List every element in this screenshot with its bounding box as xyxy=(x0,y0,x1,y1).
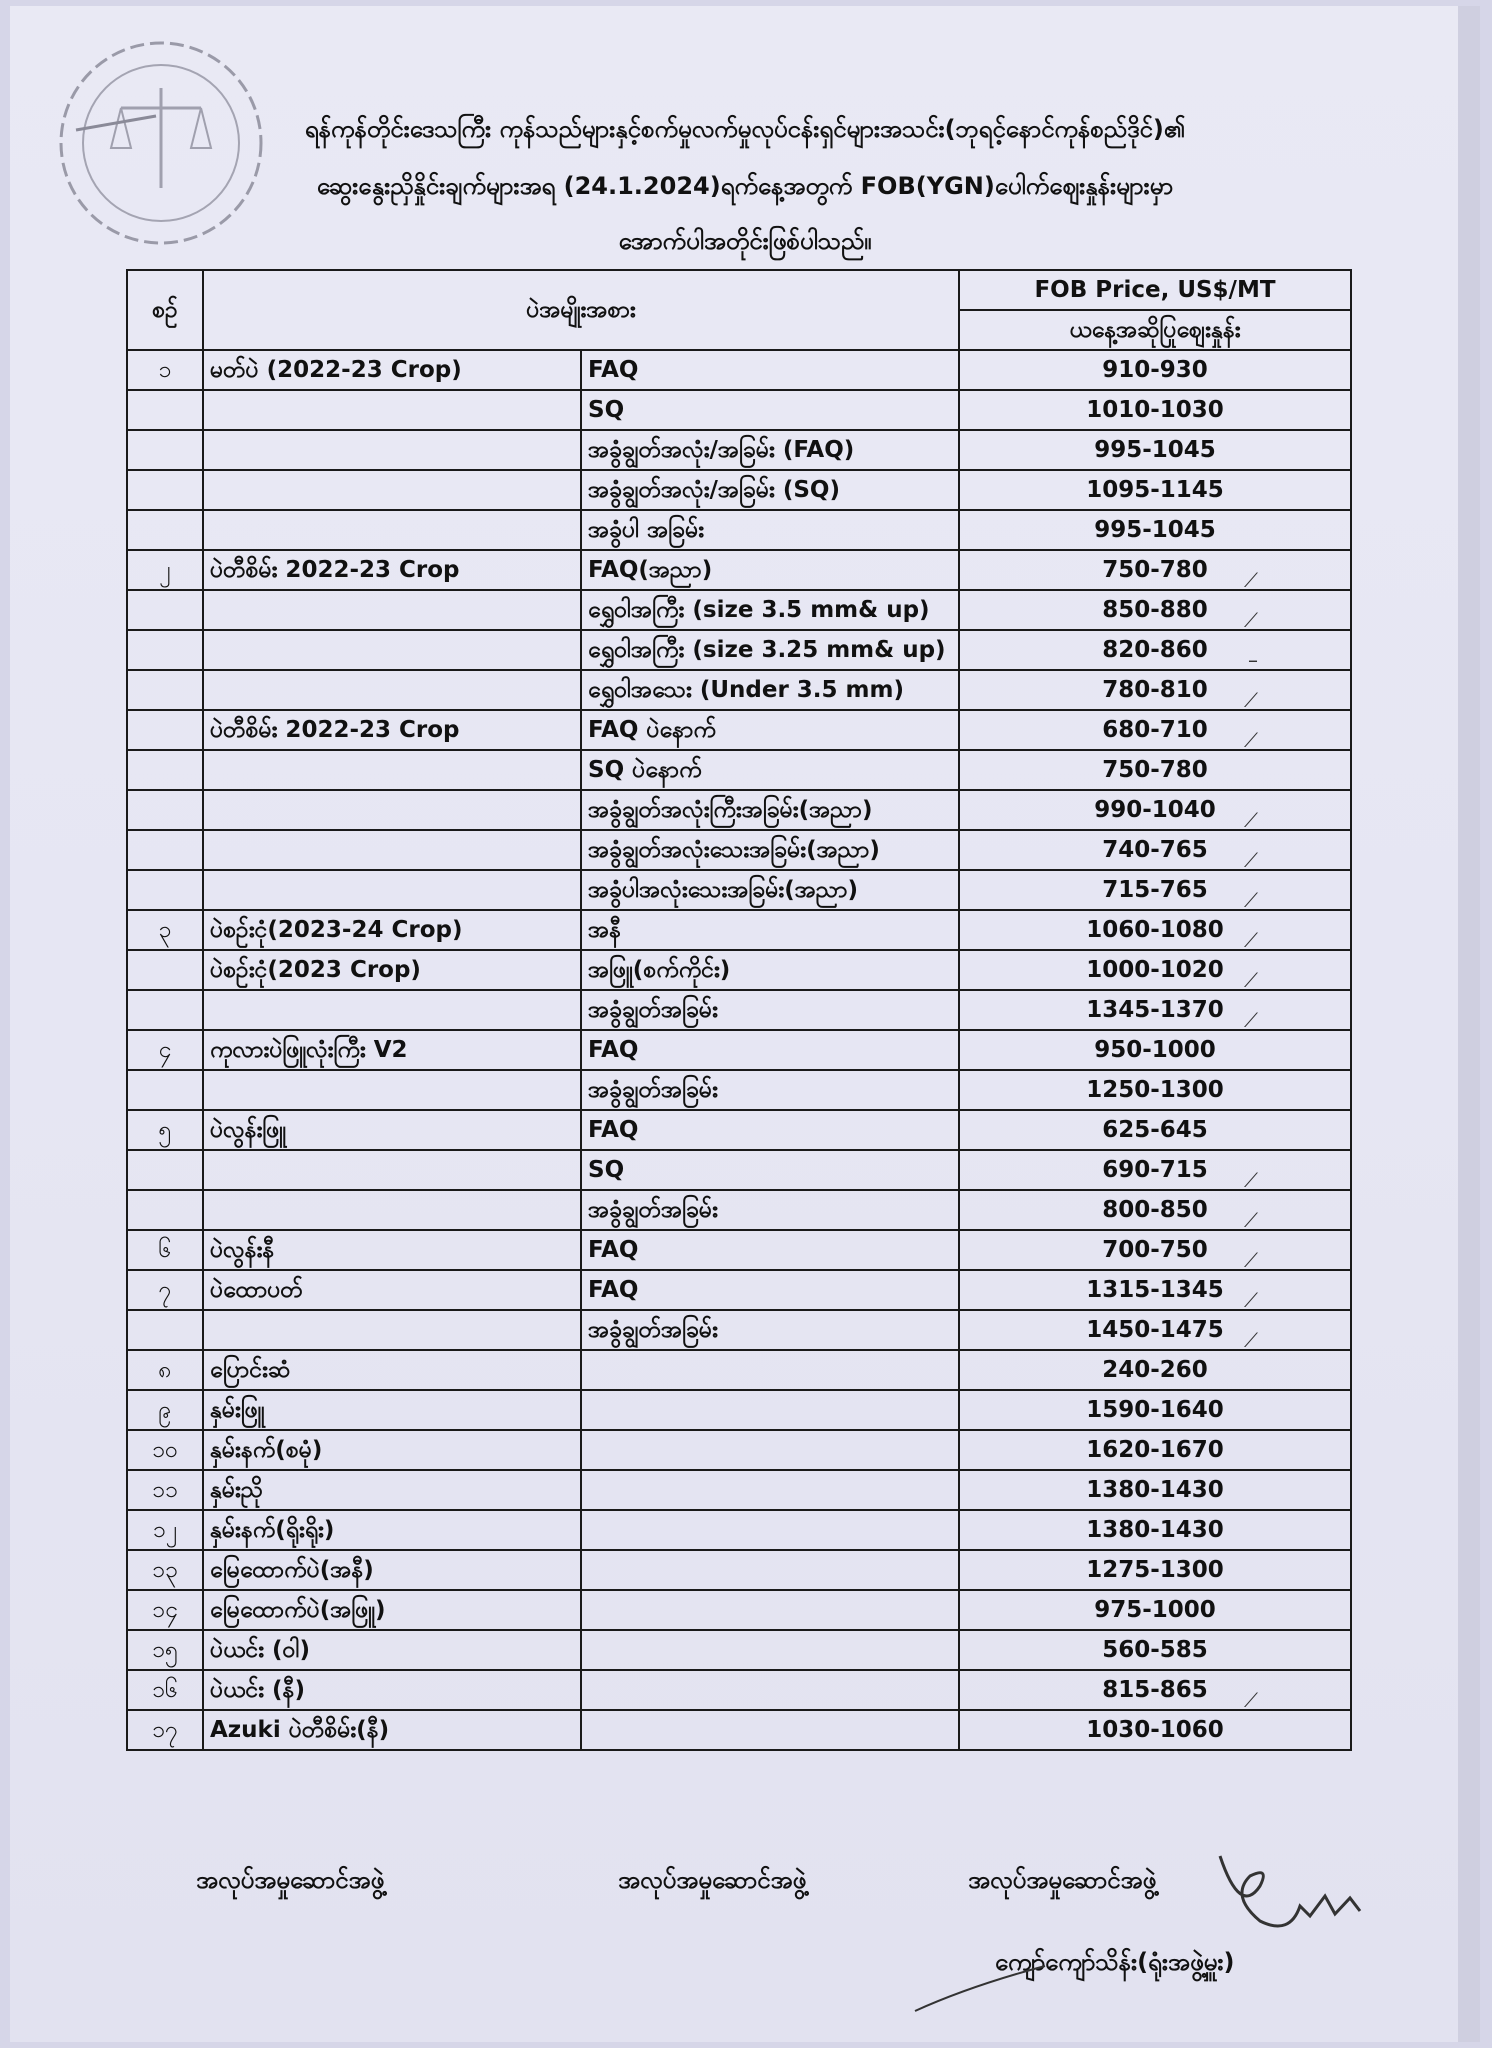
row-number: ၇ xyxy=(127,1270,203,1310)
row-item xyxy=(203,470,581,510)
check-tick-icon: ⟋ xyxy=(1244,1168,1258,1190)
row-price: 1590-1640 xyxy=(959,1390,1351,1430)
row-grade: အဖြူ(စက်ကိုင်း) xyxy=(581,950,959,990)
row-grade: အခွံချွတ်အခြမ်း xyxy=(581,1070,959,1110)
row-price: 1315-1345 ⟋ xyxy=(959,1270,1351,1310)
row-grade: အခွံချွတ်အလုံး/အခြမ်း (SQ) xyxy=(581,470,959,510)
table-row xyxy=(127,1590,1351,1630)
row-grade: အခွံချွတ်အလုံး/အခြမ်း (FAQ) xyxy=(581,430,959,470)
table-row xyxy=(127,470,1351,510)
table-row xyxy=(127,590,1351,630)
row-price: 800-850 ⟋ xyxy=(959,1190,1351,1230)
row-price: 1030-1060 xyxy=(959,1710,1351,1750)
row-item: ပဲတီစိမ်း 2022-23 Crop xyxy=(203,710,581,750)
check-tick-icon: ⟋ xyxy=(1244,888,1258,910)
row-grade xyxy=(581,1590,959,1630)
row-number xyxy=(127,590,203,630)
signature-label-3: အလုပ်အမှုဆောင်အဖွဲ့ xyxy=(968,1866,1157,1894)
row-number: ၆ xyxy=(127,1230,203,1270)
row-price: 690-715 ⟋ xyxy=(959,1150,1351,1190)
signer-name: ကျော်ကျော်သိန်း(ရုံးအဖွဲ့မှူး) xyxy=(995,1948,1235,1976)
row-price: 1380-1430 xyxy=(959,1470,1351,1510)
row-price: 700-750 ⟋ xyxy=(959,1230,1351,1270)
table-row xyxy=(127,990,1351,1030)
row-number xyxy=(127,1310,203,1350)
row-item: Azuki ပဲတီစိမ်း(နီ) xyxy=(203,1710,581,1750)
table-row xyxy=(127,1030,1351,1070)
row-item xyxy=(203,1190,581,1230)
row-number: ၁၆ xyxy=(127,1670,203,1710)
row-price: 680-710 ⟋ xyxy=(959,710,1351,750)
table-row xyxy=(127,1270,1351,1310)
check-tick-icon: ⟋ xyxy=(1244,1248,1258,1270)
row-number: ၁၁ xyxy=(127,1470,203,1510)
row-price: 1095-1145 xyxy=(959,470,1351,510)
row-number: ၁၃ xyxy=(127,1550,203,1590)
row-item: ပဲစဉ်းငုံ(2023-24 Crop) xyxy=(203,910,581,950)
row-price: 1380-1430 xyxy=(959,1510,1351,1550)
row-grade xyxy=(581,1630,959,1670)
row-number: ၄ xyxy=(127,1030,203,1070)
col-price-subheader: ယနေ့အဆိုပြုဈေးနှုန်း xyxy=(959,310,1351,350)
row-grade xyxy=(581,1390,959,1430)
table-row xyxy=(127,670,1351,710)
check-tick-icon: ⟋ xyxy=(1244,848,1258,870)
check-tick-icon: ⟋ xyxy=(1244,1008,1258,1030)
row-grade: အခွံချွတ်အခြမ်း xyxy=(581,990,959,1030)
row-grade: အခွံပါ အခြမ်း xyxy=(581,510,959,550)
row-number: ၂ xyxy=(127,550,203,590)
check-tick-icon: ⟋ xyxy=(1244,1328,1258,1350)
row-price: 750-780 xyxy=(959,750,1351,790)
row-item: နှမ်းဖြူ xyxy=(203,1390,581,1430)
row-number xyxy=(127,710,203,750)
row-price: 990-1040 ⟋ xyxy=(959,790,1351,830)
row-grade: FAQ xyxy=(581,1110,959,1150)
row-price: 975-1000 xyxy=(959,1590,1351,1630)
row-number xyxy=(127,1150,203,1190)
row-item xyxy=(203,390,581,430)
row-number xyxy=(127,470,203,510)
row-item: ပဲလွန်းနီ xyxy=(203,1230,581,1270)
table-row xyxy=(127,430,1351,470)
table-row xyxy=(127,630,1351,670)
row-item xyxy=(203,1310,581,1350)
row-price: 1275-1300 xyxy=(959,1550,1351,1590)
row-price: 1450-1475 ⟋ xyxy=(959,1310,1351,1350)
row-item xyxy=(203,590,581,630)
row-price: 995-1045 xyxy=(959,430,1351,470)
row-grade: SQ xyxy=(581,390,959,430)
table-row xyxy=(127,350,1351,390)
table-row xyxy=(127,1430,1351,1470)
table-row xyxy=(127,1550,1351,1590)
row-item xyxy=(203,790,581,830)
row-number: ၅ xyxy=(127,1110,203,1150)
row-item: ပဲစဉ်းငုံ(2023 Crop) xyxy=(203,950,581,990)
table-row xyxy=(127,510,1351,550)
row-number xyxy=(127,950,203,990)
row-number xyxy=(127,510,203,550)
row-number xyxy=(127,990,203,1030)
row-number: ၁၂ xyxy=(127,1510,203,1550)
table-row xyxy=(127,1510,1351,1550)
row-item xyxy=(203,1150,581,1190)
row-item: မတ်ပဲ (2022-23 Crop) xyxy=(203,350,581,390)
row-grade: FAQ xyxy=(581,1030,959,1070)
row-price: 820-860 – xyxy=(959,630,1351,670)
row-item: ပဲတီစိမ်း 2022-23 Crop xyxy=(203,550,581,590)
row-grade: FAQ(အညာ) xyxy=(581,550,959,590)
row-item xyxy=(203,670,581,710)
table-row xyxy=(127,1310,1351,1350)
check-tick-icon: ⟋ xyxy=(1244,968,1258,990)
table-row xyxy=(127,790,1351,830)
row-number xyxy=(127,830,203,870)
table-row xyxy=(127,1070,1351,1110)
table-row xyxy=(127,390,1351,430)
row-grade: အခွံချွတ်အခြမ်း xyxy=(581,1310,959,1350)
row-number: ၃ xyxy=(127,910,203,950)
table-row xyxy=(127,710,1351,750)
row-grade: ရွှေဝါအကြီး (size 3.5 mm& up) xyxy=(581,590,959,630)
row-item xyxy=(203,830,581,870)
table-row xyxy=(127,1150,1351,1190)
check-tick-icon: ⟋ xyxy=(1244,1688,1258,1710)
row-grade: အခွံပါအလုံးသေးအခြမ်း(အညာ) xyxy=(581,870,959,910)
row-number: ၁၅ xyxy=(127,1630,203,1670)
row-price: 815-865 ⟋ xyxy=(959,1670,1351,1710)
row-number: ၉ xyxy=(127,1390,203,1430)
binder-holes-icon xyxy=(1458,6,1480,2042)
row-number: ၁၄ xyxy=(127,1590,203,1630)
row-number xyxy=(127,790,203,830)
table-row xyxy=(127,750,1351,790)
row-number xyxy=(127,870,203,910)
handwritten-signature-icon xyxy=(1200,1826,1370,1946)
row-grade xyxy=(581,1710,959,1750)
row-price: 850-880 ⟋ xyxy=(959,590,1351,630)
row-grade: အခွံချွတ်အလုံးကြီးအခြမ်း(အညာ) xyxy=(581,790,959,830)
row-price: 950-1000 xyxy=(959,1030,1351,1070)
row-item xyxy=(203,430,581,470)
row-price: 715-765 ⟋ xyxy=(959,870,1351,910)
signature-label-1: အလုပ်အမှုဆောင်အဖွဲ့ xyxy=(196,1866,385,1894)
row-grade: SQ ပဲနောက် xyxy=(581,750,959,790)
row-item: နှမ်းနက်(စမုံ) xyxy=(203,1430,581,1470)
price-table xyxy=(126,269,1352,1751)
row-price: 1250-1300 xyxy=(959,1070,1351,1110)
row-item: ပဲယင်း (နီ) xyxy=(203,1670,581,1710)
row-grade: အနီ xyxy=(581,910,959,950)
row-price: 625-645 xyxy=(959,1110,1351,1150)
row-number: ၈ xyxy=(127,1350,203,1390)
row-number xyxy=(127,1190,203,1230)
pen-stroke-icon xyxy=(910,1956,1050,2016)
table-row xyxy=(127,550,1351,590)
row-price: 780-810 ⟋ xyxy=(959,670,1351,710)
row-number: ၁ xyxy=(127,350,203,390)
row-grade: FAQ ပဲနောက် xyxy=(581,710,959,750)
row-number xyxy=(127,1070,203,1110)
row-number xyxy=(127,430,203,470)
row-item xyxy=(203,510,581,550)
row-item xyxy=(203,630,581,670)
row-grade xyxy=(581,1350,959,1390)
row-grade: FAQ xyxy=(581,1230,959,1270)
row-grade xyxy=(581,1470,959,1510)
table-row xyxy=(127,1470,1351,1510)
col-item-header: ပဲအမျိုးအစား xyxy=(203,270,959,350)
row-grade xyxy=(581,1430,959,1470)
table-row xyxy=(127,1230,1351,1270)
row-item xyxy=(203,990,581,1030)
signature-label-2: အလုပ်အမှုဆောင်အဖွဲ့ xyxy=(618,1866,807,1894)
row-grade xyxy=(581,1670,959,1710)
row-price: 1345-1370 ⟋ xyxy=(959,990,1351,1030)
row-price: 740-765 ⟋ xyxy=(959,830,1351,870)
row-item: ကုလားပဲဖြူလုံးကြီး V2 xyxy=(203,1030,581,1070)
check-tick-icon: ⟋ xyxy=(1244,608,1258,630)
row-grade: အခွံချွတ်အခြမ်း xyxy=(581,1190,959,1230)
row-number xyxy=(127,390,203,430)
row-item: နှမ်းညို xyxy=(203,1470,581,1510)
row-item: ပဲယင်း (ဝါ) xyxy=(203,1630,581,1670)
row-grade: ရွှေဝါအကြီး (size 3.25 mm& up) xyxy=(581,630,959,670)
row-price: 1620-1670 xyxy=(959,1430,1351,1470)
table-row xyxy=(127,830,1351,870)
row-item xyxy=(203,750,581,790)
row-item: မြေထောက်ပဲ(အနီ) xyxy=(203,1550,581,1590)
check-tick-icon: ⟋ xyxy=(1244,1288,1258,1310)
check-tick-icon: – xyxy=(1248,648,1258,670)
row-item: မြေထောက်ပဲ(အဖြူ) xyxy=(203,1590,581,1630)
row-grade: FAQ xyxy=(581,1270,959,1310)
header-line-1: ရန်ကုန်တိုင်းဒေသကြီး ကုန်သည်များနှင့်စက်မှုလက်မှုလုပ်ငန်းရှင်များအသင်း(ဘုရင့်နောင်ကုန်စည်ဒိုင်)၏ xyxy=(304,115,1186,143)
header-line-2: ဆွေးနွေးညှိနှိုင်းချက်များအရ (24.1.2024)ရက်နေ့အတွက် FOB(YGN)ပေါက်ဈေးနှုန်းများမှာ xyxy=(316,172,1174,200)
table-row xyxy=(127,1710,1351,1750)
table-header-row xyxy=(127,270,1351,310)
check-tick-icon: ⟋ xyxy=(1244,568,1258,590)
table-row xyxy=(127,1110,1351,1150)
check-tick-icon: ⟋ xyxy=(1244,688,1258,710)
col-price-header: FOB Price, US$/MT xyxy=(959,270,1351,310)
row-price: 1060-1080 ⟋ xyxy=(959,910,1351,950)
row-price: 750-780 ⟋ xyxy=(959,550,1351,590)
table-row xyxy=(127,950,1351,990)
table-row xyxy=(127,1350,1351,1390)
row-item xyxy=(203,870,581,910)
check-tick-icon: ⟋ xyxy=(1244,1208,1258,1230)
row-grade: ရွှေဝါအသေး (Under 3.5 mm) xyxy=(581,670,959,710)
row-number xyxy=(127,630,203,670)
table-row xyxy=(127,1630,1351,1670)
row-number xyxy=(127,670,203,710)
table-row xyxy=(127,910,1351,950)
row-item: နှမ်းနက်(ရိုးရိုး) xyxy=(203,1510,581,1550)
row-item xyxy=(203,1070,581,1110)
col-no-header: စဉ် xyxy=(127,270,203,350)
row-number: ၁၇ xyxy=(127,1710,203,1750)
row-grade: အခွံချွတ်အလုံးသေးအခြမ်း(အညာ) xyxy=(581,830,959,870)
check-tick-icon: ⟋ xyxy=(1244,728,1258,750)
row-item: ပဲလွန်းဖြူ xyxy=(203,1110,581,1150)
document-page xyxy=(10,6,1480,2042)
row-grade: FAQ xyxy=(581,350,959,390)
row-number xyxy=(127,750,203,790)
row-price: 910-930 xyxy=(959,350,1351,390)
row-price: 995-1045 xyxy=(959,510,1351,550)
row-price: 1000-1020 ⟋ xyxy=(959,950,1351,990)
table-row xyxy=(127,1190,1351,1230)
row-item: ပြောင်းဆံ xyxy=(203,1350,581,1390)
table-row xyxy=(127,870,1351,910)
row-price: 560-585 xyxy=(959,1630,1351,1670)
table-row xyxy=(127,1670,1351,1710)
header-line-3: အောက်ပါအတိုင်းဖြစ်ပါသည်။ xyxy=(618,227,872,255)
row-grade xyxy=(581,1510,959,1550)
row-grade: SQ xyxy=(581,1150,959,1190)
check-tick-icon: ⟋ xyxy=(1244,928,1258,950)
row-grade xyxy=(581,1550,959,1590)
row-number: ၁၀ xyxy=(127,1430,203,1470)
check-tick-icon: ⟋ xyxy=(1244,808,1258,830)
row-item: ပဲထောပတ် xyxy=(203,1270,581,1310)
row-price: 240-260 xyxy=(959,1350,1351,1390)
table-row xyxy=(127,1390,1351,1430)
row-price: 1010-1030 xyxy=(959,390,1351,430)
